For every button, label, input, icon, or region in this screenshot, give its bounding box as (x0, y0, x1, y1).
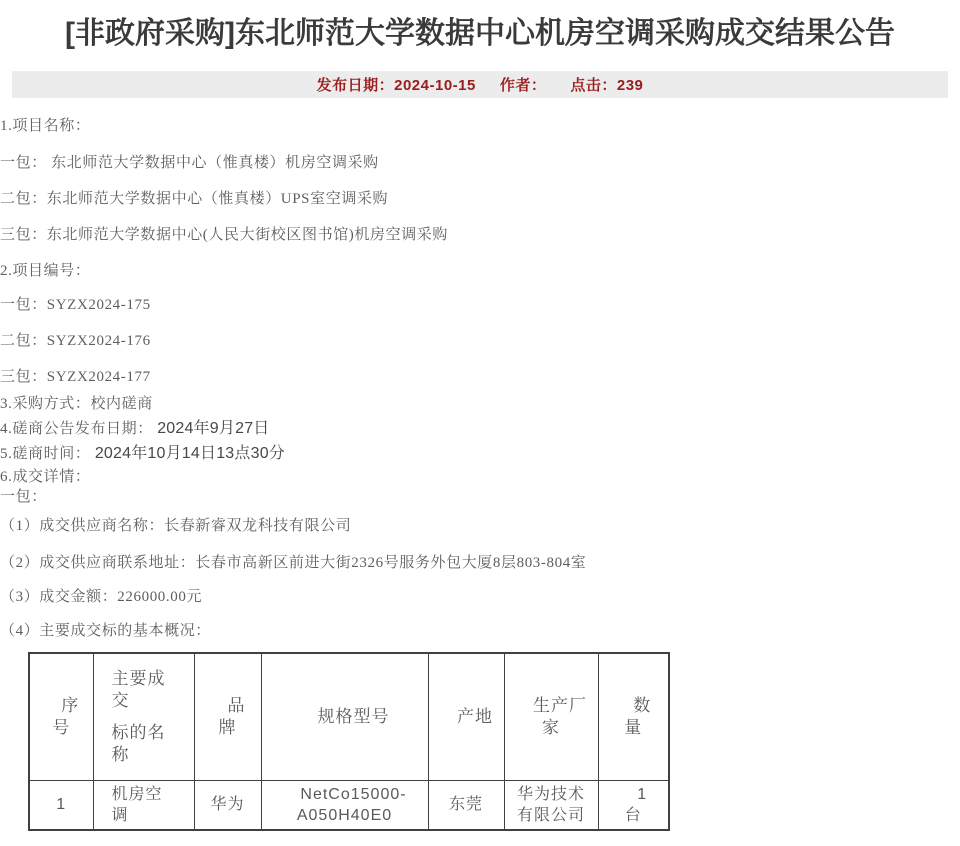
paragraph-text: 一包： (0, 489, 47, 505)
cell-text-block: 规格型号 (317, 706, 390, 726)
meta-bar (12, 71, 948, 98)
table-cell (261, 780, 428, 830)
paragraph (0, 515, 960, 538)
paragraph-text: （3）成交金额：226000.00元 (0, 589, 203, 605)
paragraph-text: 1.项目名称： (0, 118, 91, 134)
paragraph-text: （1）成交供应商名称：长春新睿双龙科技有限公司 (0, 518, 352, 534)
paragraph-text: 三包：SYZX2024-177 (0, 369, 151, 385)
table-cell (504, 780, 598, 830)
table-cell (29, 780, 93, 830)
author-label: 作者： (499, 77, 547, 94)
table-cell (428, 780, 504, 830)
table-header-cell (93, 653, 194, 780)
table-cell (194, 780, 261, 830)
publish-date (317, 74, 476, 95)
paragraph (0, 294, 960, 317)
paragraph (0, 152, 960, 175)
cell-text-block: 生产厂 家 (533, 695, 587, 737)
cell-text-block: 华为 (210, 796, 245, 813)
cell-text-block: NetCo15000- A050H40E0 (296, 785, 407, 824)
cell-text-block: 主要成 交 (111, 668, 166, 710)
paragraph-text: 4.磋商公告发布日期： (0, 421, 158, 437)
paragraph (0, 224, 960, 247)
table-header-cell (598, 653, 669, 780)
paragraph (0, 620, 960, 643)
paragraph (0, 417, 960, 441)
paragraph (0, 486, 960, 509)
author (500, 74, 547, 95)
cell-text-block: 东莞 (448, 796, 483, 813)
cell-text-block: 1 (56, 796, 67, 813)
table-header-cell (29, 653, 93, 780)
cell-text-block: 机房空 调 (111, 785, 163, 824)
table-cell (93, 780, 194, 830)
results-table (28, 652, 670, 831)
paragraph (0, 552, 960, 575)
paragraph-text: 二包：SYZX2024-176 (0, 333, 151, 349)
paragraph (0, 188, 960, 211)
table-row (29, 780, 669, 830)
paragraph-text: （4）主要成交标的基本概况： (0, 623, 211, 639)
paragraph-text: 二包：东北师范大学数据中心（惟真楼）UPS室空调采购 (0, 191, 389, 207)
paragraph (0, 260, 960, 283)
paragraph (0, 393, 960, 416)
paragraph-text-sans: 2024年10月14日13点30分 (94, 445, 285, 462)
paragraph (0, 442, 960, 466)
table-header-cell (504, 653, 598, 780)
paragraph-text: 一包：SYZX2024-175 (0, 297, 151, 313)
cell-text-block: 1 台 (624, 785, 648, 824)
paragraph-text: 一包： 东北师范大学数据中心（惟真楼）机房空调采购 (0, 155, 379, 171)
paragraph-text: 3.采购方式：校内磋商 (0, 396, 153, 412)
click-count-label: 点击： (570, 77, 617, 94)
paragraph-text: 5.磋商时间： (0, 446, 95, 462)
paragraph-text: 2.项目编号： (0, 263, 91, 279)
table-header-cell (428, 653, 504, 780)
announcement-page (0, 12, 960, 846)
table-header-cell (194, 653, 261, 780)
paragraph-text: 三包：东北师范大学数据中心(人民大街校区图书馆)机房空调采购 (0, 227, 448, 243)
cell-text-block: 产地 (457, 706, 493, 726)
click-count (570, 74, 643, 95)
paragraph (0, 330, 960, 353)
cell-text-block: 华为技术 有限公司 (516, 785, 585, 824)
table-header-row (29, 653, 669, 780)
paragraph-text: 6.成交详情： (0, 469, 91, 485)
table-header-cell (261, 653, 428, 780)
paragraph (0, 586, 960, 609)
cell-text-block: 序 号 (52, 695, 80, 737)
publish-date-value: 2024-10-15 (394, 77, 476, 94)
paragraph (0, 115, 960, 138)
table-cell (598, 780, 669, 830)
cell-text-block: 标的名 称 (111, 722, 166, 764)
cell-text-block: 数 量 (624, 695, 652, 737)
cell-text-block: 品 牌 (218, 695, 246, 737)
publish-date-label: 发布日期： (316, 77, 395, 94)
paragraph-text-sans: 2024年9月27日 (157, 420, 270, 437)
click-count-value: 239 (616, 77, 644, 94)
paragraph-text: （2）成交供应商联系地址：长春市高新区前进大街2326号服务外包大厦8层803-804室 (0, 555, 587, 571)
paragraph (0, 366, 960, 389)
article-body (0, 98, 960, 643)
page-title: [非政府采购]东北师范大学数据中心机房空调采购成交结果公告 (65, 17, 895, 50)
